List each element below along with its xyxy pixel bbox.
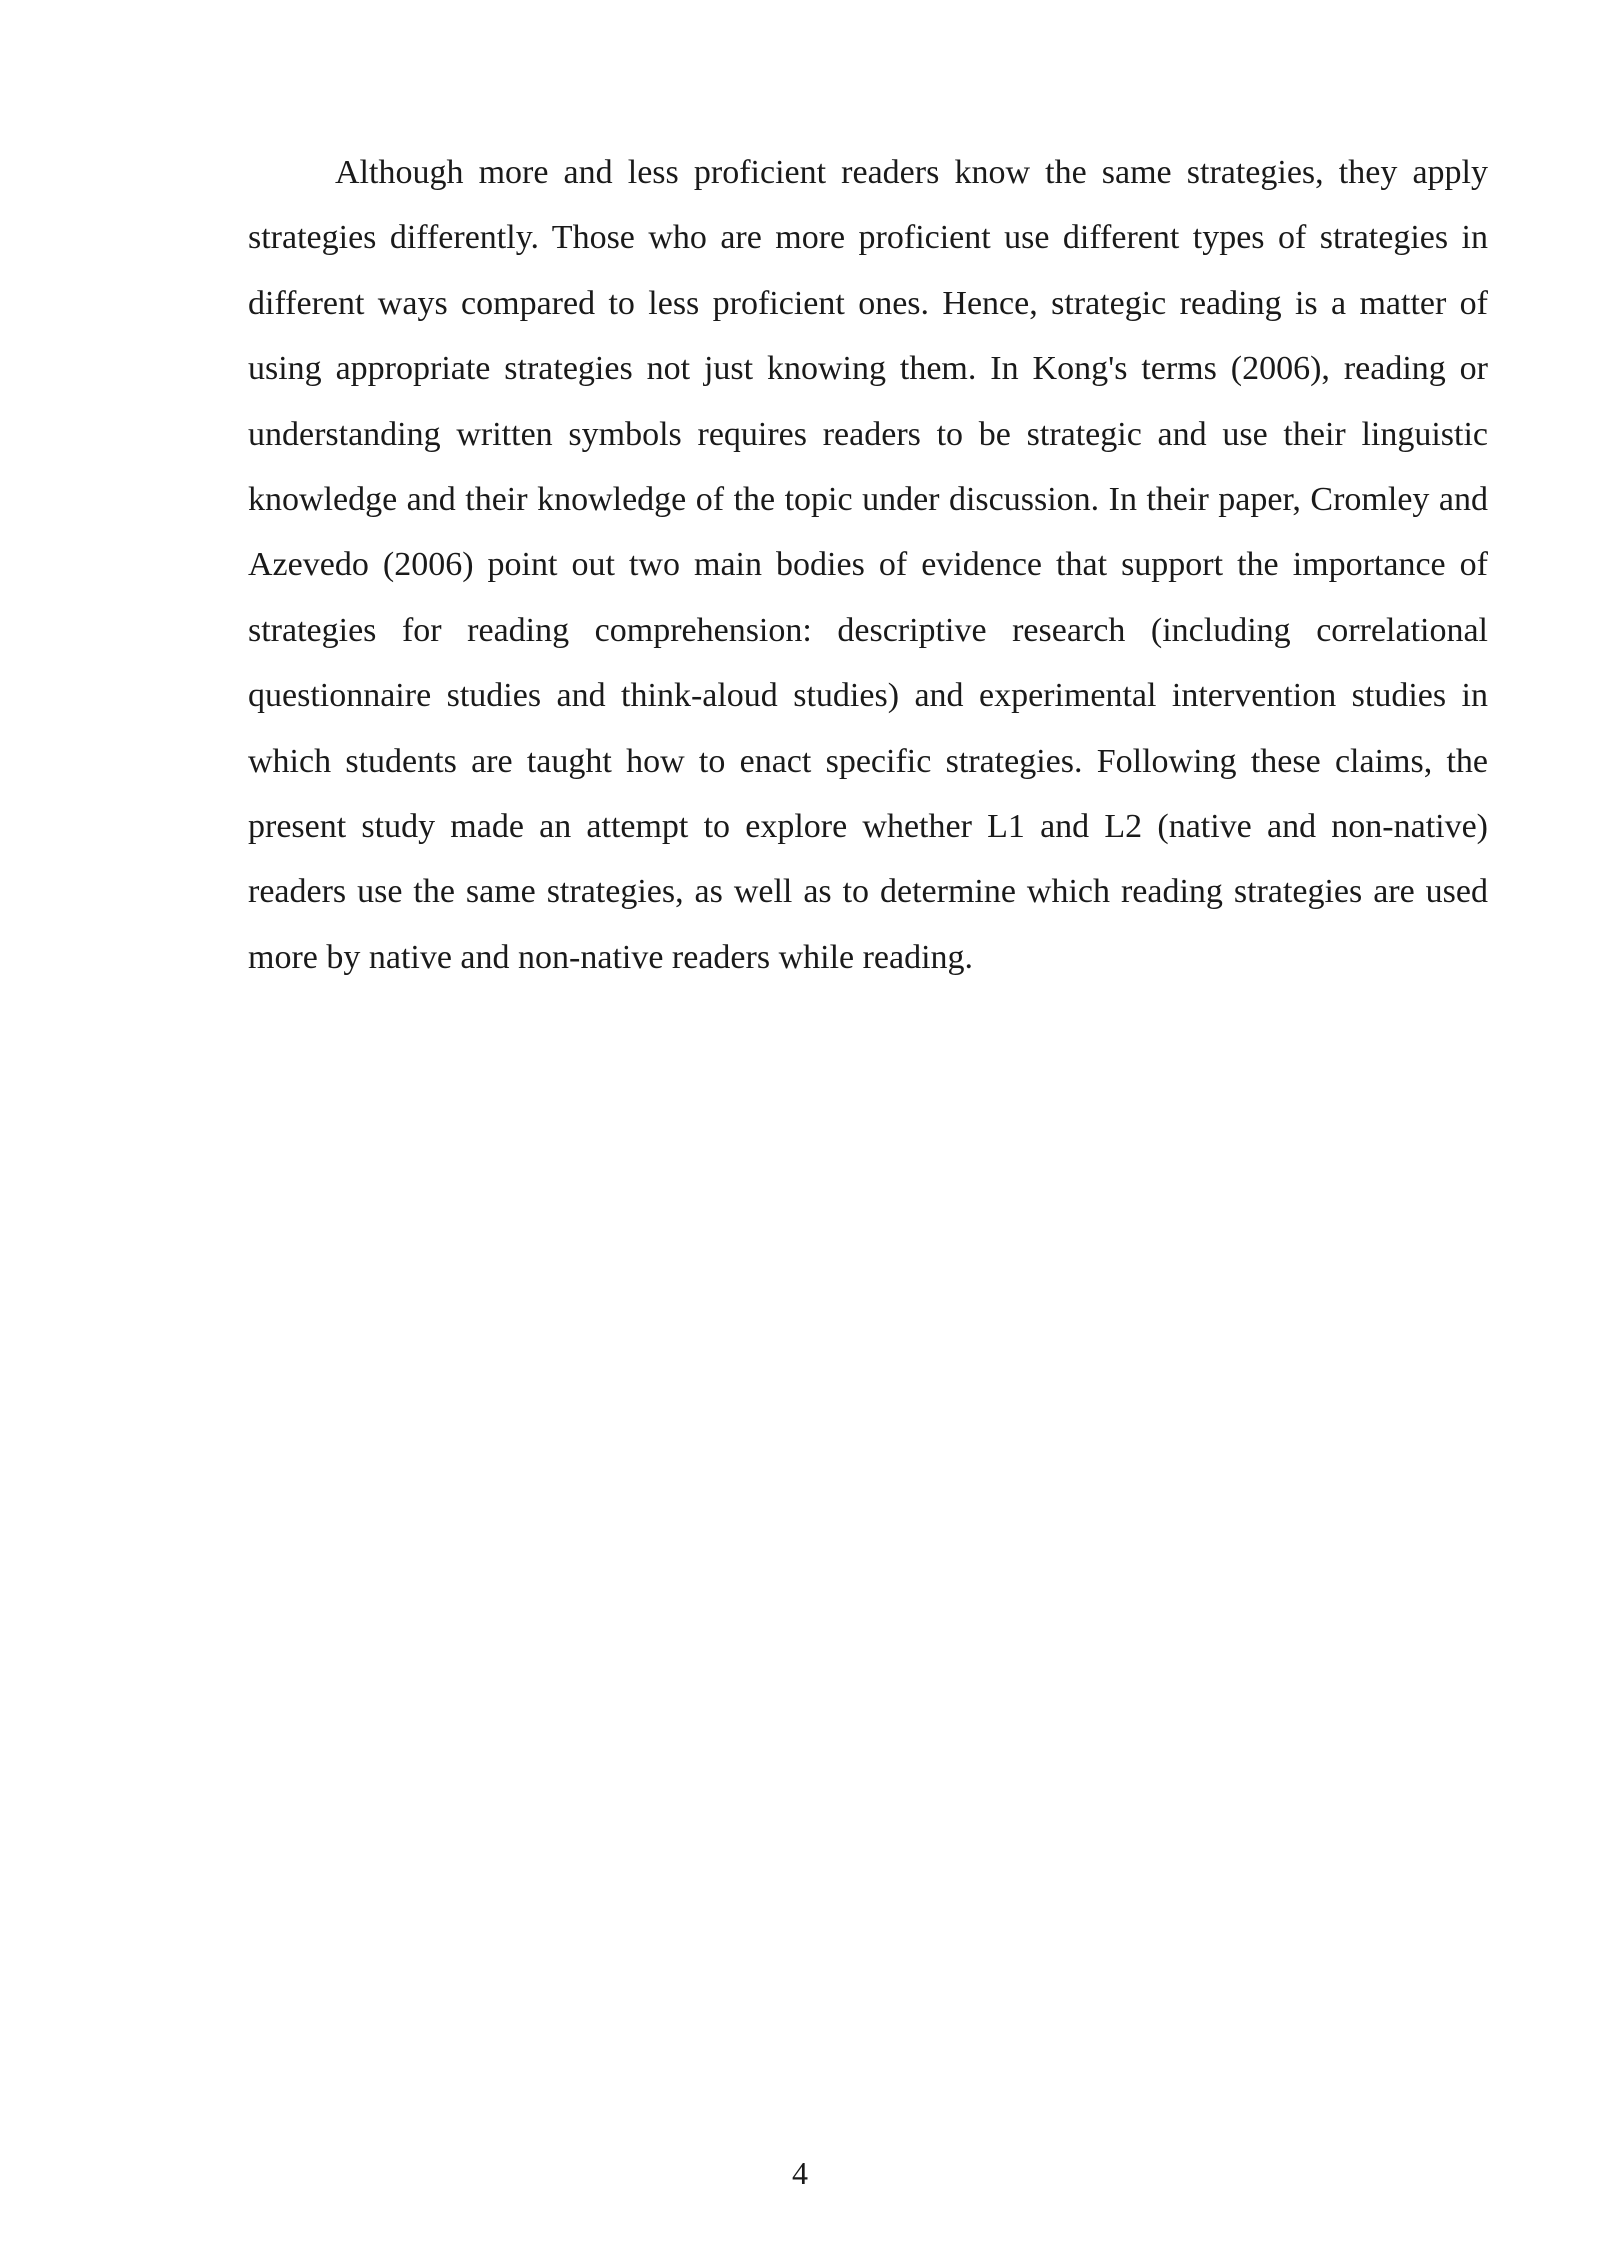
paragraph: Although more and less proficient readers know the same strategies, they apply strategies differently. Those who are more proficient use different types of strategies in different ways compared to less proficient ones. Hence, strategic reading is a matter of using appropriate strategies not just knowing them. In Kong's terms (2006), reading or understanding written symbols requires readers to be strategic and use their linguistic knowledge and their knowledge of the topic under discussion. In their paper, Cromley and Azevedo (2006) point out two main bodies of evidence that support the importance of strategies for reading comprehension: descriptive research (including correlational questionnaire studies and think-aloud studies) and experimental intervention studies in which students are taught how to enact specific strategies. Following these claims, the present study made an attempt to explore whether L1 and L2 (native and non-native) readers use the same strategies, as well as to determine which reading strategies are used more by native and non-native readers while reading. [248,154,1488,976]
body-text [248,140,1488,990]
page-number: 4 [792,2155,808,2191]
